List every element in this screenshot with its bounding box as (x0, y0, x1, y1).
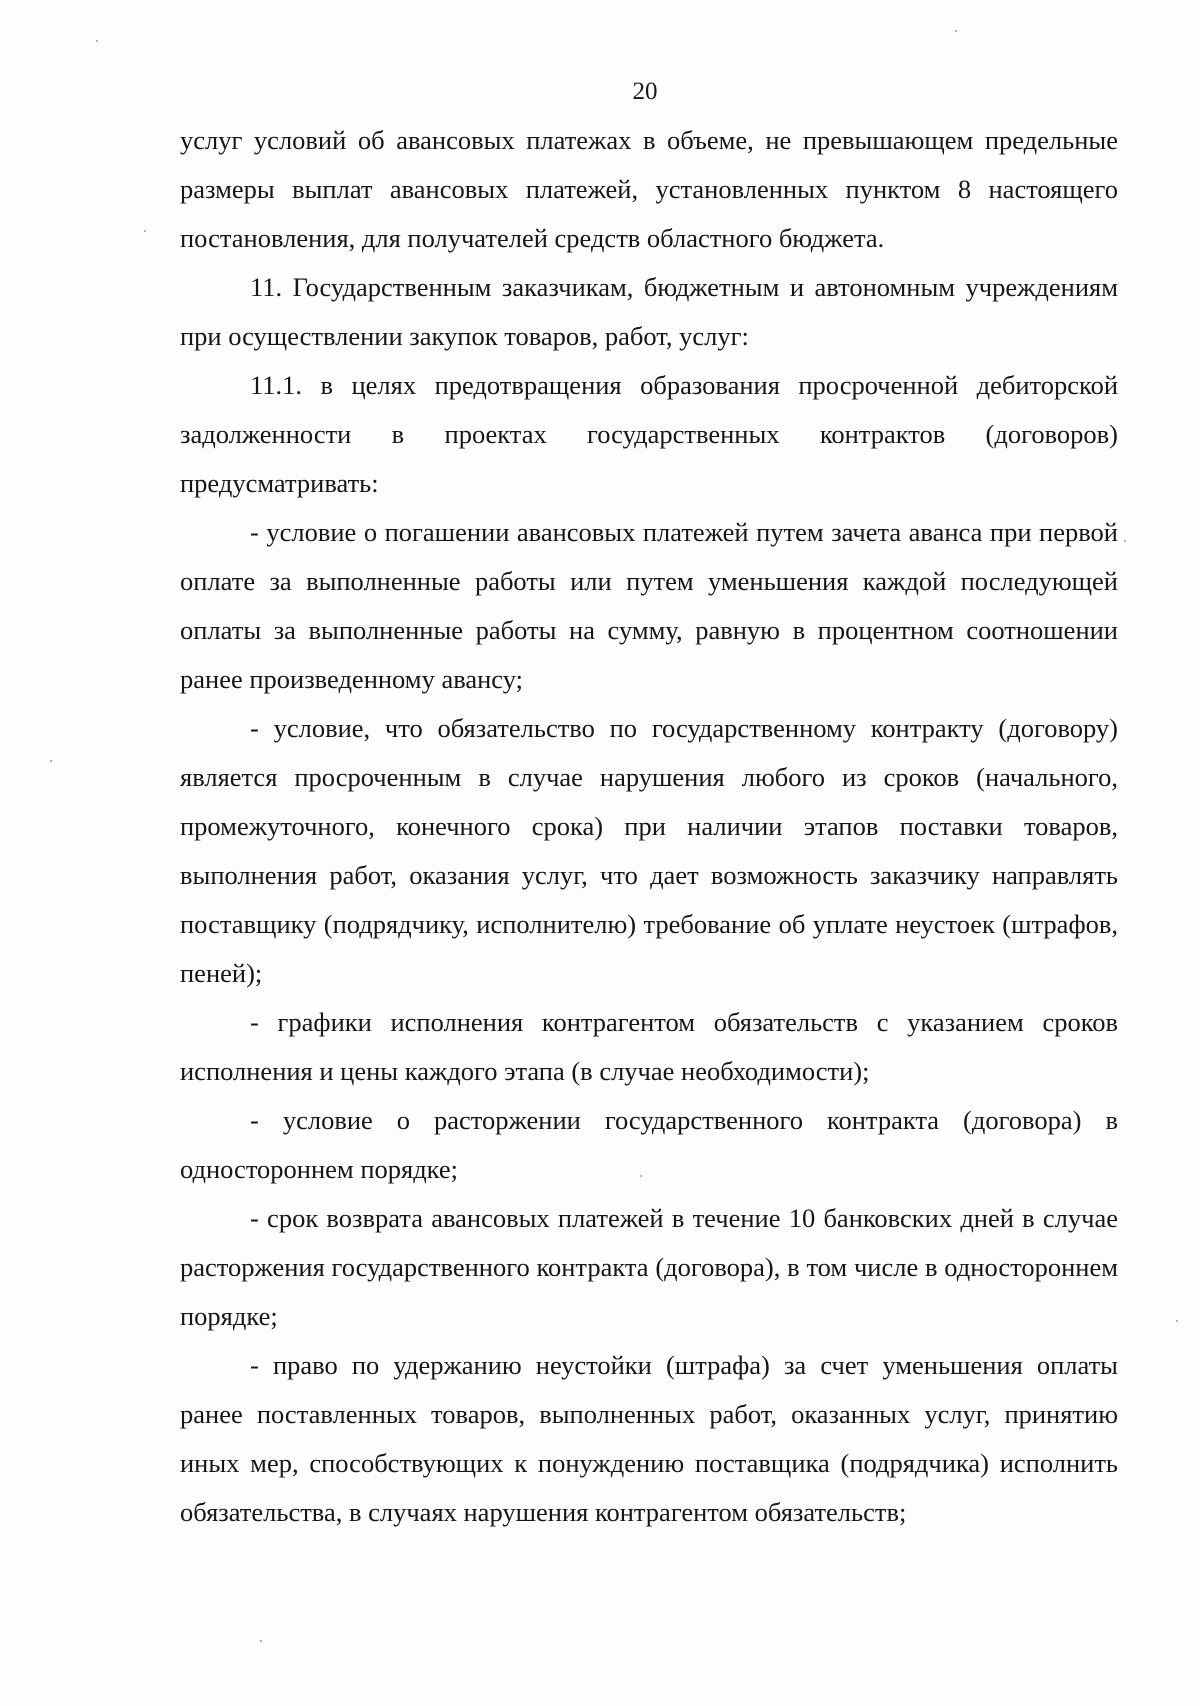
list-item-penalty-withholding: - право по удержанию неустойки (штрафа) за счет уменьшения оплаты ранее поставленных товаров, выполненных работ, оказанных услуг, принятию иных мер, способствующих к понуждению поставщика (подрядчика) исполнить обязательства, в случаях нарушения контрагентом обязательств; (180, 1350, 1118, 1527)
page-number: 20 (632, 78, 658, 105)
scan-speck (1124, 540, 1126, 542)
scan-speck (144, 230, 146, 232)
scan-speck (1176, 1320, 1178, 1322)
paragraph-clause-11-1: 11.1. в целях предотвращения образования просроченной дебиторской задолженности в проектах государственных контрактов (договоров) предусматривать: (180, 370, 1118, 498)
list-item-overdue-obligation: - условие, что обязательство по государственному контракту (договору) является просроченным в случае нарушения любого из сроков (начального, промежуточного, конечного срока) при наличии этапов поставки товаров, выполнения работ, оказания услуг, что дает возможность заказчику направлять поставщику (подрядчику, исполнителю) требование об уплате неустоек (штрафов, пеней); (180, 713, 1118, 988)
scan-speck (955, 30, 957, 32)
scan-speck (50, 760, 52, 762)
scan-speck (640, 1175, 642, 1177)
paragraph-clause-11: 11. Государственным заказчикам, бюджетным и автономным учреждениям при осуществлении закупок товаров, работ, услуг: (180, 272, 1118, 351)
scan-speck (260, 1640, 262, 1642)
paragraph-advance-limit-continuation: услуг условий об авансовых платежах в объеме, не превышающем предельные размеры выплат авансовых платежей, установленных пунктом 8 настоящего постановления, для получателей средств областного бюджета. (180, 125, 1118, 253)
list-item-advance-return-term: - срок возврата авансовых платежей в течение 10 банковских дней в случае расторжения государственного контракта (договора), в том числе в одностороннем порядке; (180, 1203, 1118, 1331)
document-body (180, 116, 1118, 1537)
scan-speck (96, 40, 98, 42)
list-item-advance-repayment: - условие о погашении авансовых платежей путем зачета аванса при первой оплате за выполненные работы или путем уменьшения каждой последующей оплаты за выполненные работы на сумму, равную в процентном соотношении ранее произведенному авансу; (180, 517, 1118, 694)
list-item-execution-schedule: - графики исполнения контрагентом обязательств с указанием сроков исполнения и цены каждого этапа (в случае необходимости); (180, 1007, 1118, 1086)
list-item-unilateral-termination: - условие о расторжении государственного контракта (договора) в одностороннем порядке; (180, 1105, 1118, 1184)
